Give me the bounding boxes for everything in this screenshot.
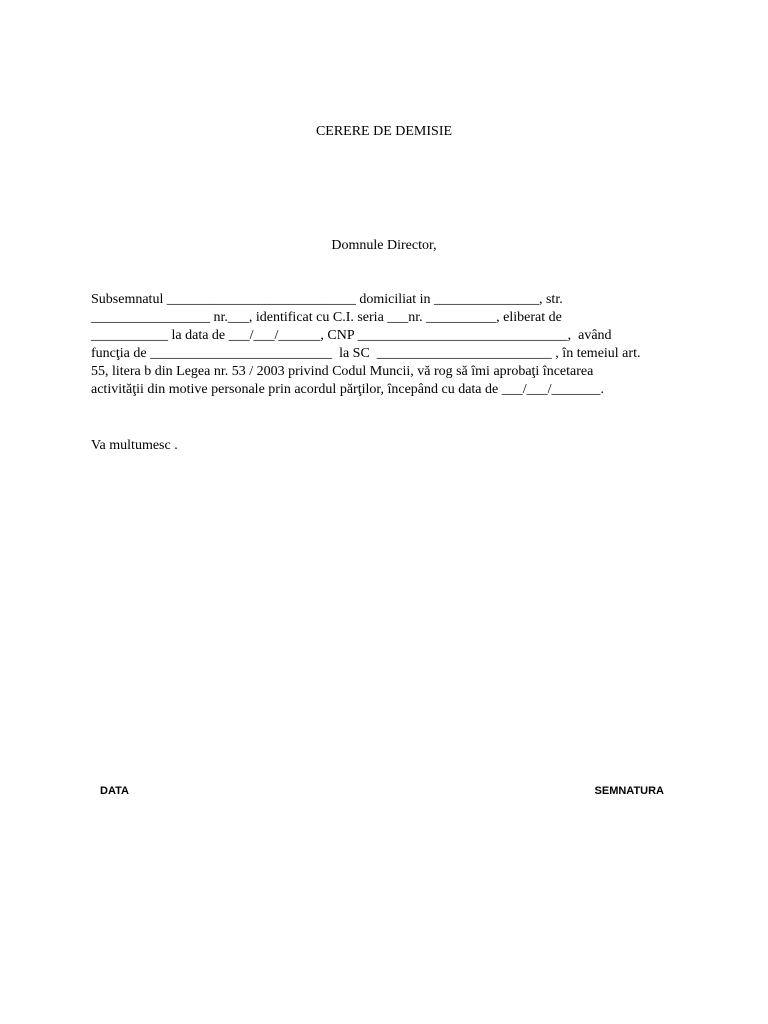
salutation: Domnule Director,	[331, 238, 437, 253]
date-label: DATA	[100, 785, 129, 797]
body-line: activităţii din motive personale prin acordul părţilor, începând cu data de ___/___/_______.	[91, 382, 605, 397]
body-line: _________________ nr.___, identificat cu C.I. seria ___nr. __________, eliberat de	[91, 310, 562, 325]
closing-thanks: Va multumesc .	[91, 438, 178, 453]
body-line: Subsemnatul ___________________________ domiciliat in _______________, str.	[91, 292, 563, 307]
signature-label: SEMNATURA	[594, 785, 664, 797]
request-body	[91, 291, 681, 399]
body-line: 55, litera b din Legea nr. 53 / 2003 privind Codul Muncii, vă rog să îmi aprobaţi încetarea	[91, 364, 594, 379]
document-title: CERERE DE DEMISIE	[315, 124, 453, 139]
body-line: ___________ la data de ___/___/______, CNP ______________________________, având	[91, 328, 612, 343]
body-line: funcţia de __________________________ la SC _________________________ , în temeiul art.	[91, 346, 641, 361]
